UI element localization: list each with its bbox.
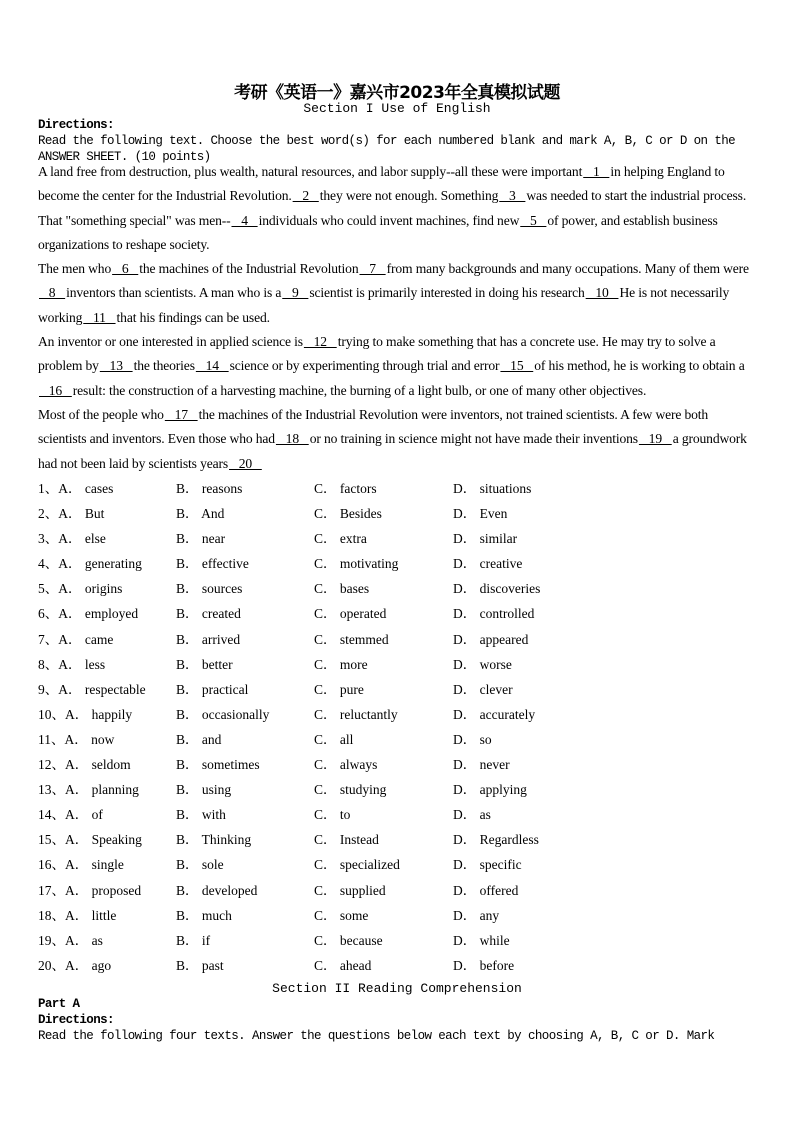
option-d: D． Even: [453, 506, 508, 522]
numbered-blank: 18: [275, 431, 309, 447]
option-b: B． practical: [176, 681, 249, 697]
option-b: B． sole: [176, 857, 224, 873]
numbered-blank: 14: [195, 358, 229, 374]
option-a: 17、A． proposed: [38, 882, 142, 898]
directions-text-line-2: ANSWER SHEET. (10 points): [38, 150, 211, 164]
option-d: D． offered: [453, 882, 519, 898]
passage-text: was needed to start the industrial process. That "something special" was men--: [38, 188, 747, 228]
numbered-blank: 17: [164, 406, 198, 422]
question-row: [38, 929, 758, 954]
numbered-blank: 2: [292, 188, 319, 204]
question-row: [38, 954, 758, 979]
numbered-blank: 10: [585, 285, 619, 301]
passage-paragraph: [38, 160, 758, 257]
question-row: [38, 828, 758, 853]
option-c: C． always: [314, 757, 378, 773]
directions-label-2: Directions:: [38, 1013, 114, 1027]
passage-text: He is not necessarily working: [38, 285, 730, 325]
option-d: D． discoveries: [453, 581, 541, 597]
option-b: B． near: [176, 531, 226, 547]
numbered-blank: 4: [231, 212, 258, 228]
option-d: D． while: [453, 932, 510, 948]
option-a: 4、A． generating: [38, 556, 142, 572]
option-a: 18、A． little: [38, 907, 117, 923]
question-row: [38, 778, 758, 803]
section-1-heading: Section I Use of English: [303, 101, 491, 116]
passage-text: they were not enough. Something: [319, 188, 499, 204]
question-row: [38, 703, 758, 728]
option-c: C． to: [314, 807, 351, 823]
passage-text: trying to make something that has a concrete use. He may try to solve a problem by: [38, 334, 716, 374]
passage-paragraphs: [38, 160, 758, 476]
option-a: 5、A． origins: [38, 581, 123, 597]
option-b: B． sources: [176, 581, 243, 597]
passage-text: the theories: [133, 358, 195, 374]
option-d: D． creative: [453, 556, 523, 572]
question-row: [38, 477, 758, 502]
option-b: B． and: [176, 731, 222, 747]
option-c: C． bases: [314, 581, 370, 597]
option-a: 9、A． respectable: [38, 681, 146, 697]
numbered-blank: 20: [229, 455, 262, 471]
question-row: [38, 904, 758, 929]
page-title: 考研《英语一》嘉兴市2023年全真模拟试题: [234, 83, 560, 103]
option-b: B． occasionally: [176, 706, 270, 722]
question-row: [38, 853, 758, 878]
passage-text: result: the construction of a harvesting machine, the burning of a light bulb, or one of many other objectives.: [72, 382, 647, 398]
directions-label: Directions:: [38, 118, 114, 132]
numbered-blank: 12: [303, 334, 337, 350]
question-row: [38, 653, 758, 678]
option-d: D． Regardless: [453, 832, 539, 848]
option-c: C． more: [314, 656, 368, 672]
cloze-passage: [38, 160, 758, 476]
option-a: 6、A． employed: [38, 606, 139, 622]
passage-text: of power, and establish business organizations to reshape society.: [38, 212, 718, 252]
option-b: B． Thinking: [176, 832, 252, 848]
numbered-blank: 1: [583, 164, 610, 179]
option-a: 19、A． as: [38, 932, 103, 948]
section-2-heading: Section II Reading Comprehension: [272, 981, 522, 996]
passage-text: the machines of the Industrial Revolution: [139, 261, 359, 277]
option-c: C． all: [314, 731, 354, 747]
option-d: D． similar: [453, 531, 518, 547]
option-d: D． never: [453, 757, 510, 773]
passage-text: the machines of the Industrial Revolution were inventors, not trained scientists. A few were both scientists and inventors. Even those who had: [38, 406, 709, 447]
passage-paragraph: [38, 257, 758, 330]
directions-text-2: Read the following four texts. Answer the questions below each text by choosing A, B, C or D. Mark: [38, 1029, 715, 1043]
option-a: 8、A． less: [38, 656, 106, 672]
option-c: C． factors: [314, 481, 377, 496]
numbered-blank: 5: [520, 212, 547, 228]
numbered-blank: 3: [499, 188, 526, 204]
option-b: B． using: [176, 782, 232, 798]
option-c: C． specialized: [314, 857, 400, 873]
option-c: C． pure: [314, 681, 364, 697]
option-a: 15、A． Speaking: [38, 832, 142, 848]
option-d: D． controlled: [453, 606, 535, 622]
passage-paragraph: [38, 330, 758, 403]
option-c: C． Besides: [314, 506, 382, 522]
option-d: D． specific: [453, 857, 522, 873]
option-c: C． some: [314, 907, 369, 923]
option-a: 14、A． of: [38, 807, 103, 823]
numbered-blank: 19: [638, 431, 672, 447]
numbered-blank: 7: [359, 261, 386, 277]
question-row: [38, 753, 758, 778]
passage-text: science or by experimenting through trial and error: [229, 358, 500, 374]
passage-text: An inventor or one interested in applied science is: [38, 334, 303, 350]
passage-text: scientist is primarily interested in doing his research: [309, 285, 585, 301]
option-d: D． situations: [453, 481, 532, 496]
option-a: 2、A． But: [38, 506, 105, 522]
numbered-blank: 11: [83, 309, 116, 325]
question-row: [38, 803, 758, 828]
option-b: B． created: [176, 606, 241, 622]
option-a: 7、A． came: [38, 631, 114, 647]
numbered-blank: 15: [500, 358, 534, 374]
option-b: B． And: [176, 506, 225, 522]
options-list: [38, 477, 758, 979]
option-a: 10、A． happily: [38, 706, 133, 722]
directions-text-line-1: Read the following text. Choose the best word(s) for each numbered blank and mark A, B, C or D on the: [38, 134, 736, 148]
option-b: B． much: [176, 907, 232, 923]
numbered-blank: 8: [39, 285, 66, 301]
option-a: 3、A． else: [38, 531, 106, 547]
option-d: D． appeared: [453, 631, 529, 647]
option-d: D． any: [453, 907, 500, 923]
question-row: [38, 879, 758, 904]
option-c: C． because: [314, 932, 383, 948]
question-row: [38, 628, 758, 653]
option-c: C． studying: [314, 782, 387, 798]
passage-text: a groundwork had not been laid by scientists years: [38, 431, 747, 471]
option-d: D． accurately: [453, 706, 536, 722]
question-row: [38, 527, 758, 552]
option-c: C． supplied: [314, 882, 386, 898]
numbered-blank: 13: [99, 358, 133, 374]
question-row: [38, 602, 758, 627]
option-b: B． past: [176, 957, 224, 973]
passage-text: from many backgrounds and many occupations. Many of them were: [386, 261, 749, 277]
option-b: B． arrived: [176, 631, 241, 647]
question-row: [38, 502, 758, 527]
question-row: [38, 728, 758, 753]
passage-text: that his findings can be used.: [116, 309, 270, 325]
option-d: D． clever: [453, 681, 513, 697]
option-a: 11、A． now: [38, 731, 115, 747]
option-d: D． so: [453, 731, 492, 747]
option-a: 12、A． seldom: [38, 757, 131, 773]
option-d: D． before: [453, 957, 515, 973]
option-a: 1、A． cases: [38, 481, 114, 496]
option-b: B． developed: [176, 882, 258, 898]
passage-text: in helping England to become the center for the Industrial Revolution.: [38, 164, 725, 204]
question-row: [38, 678, 758, 703]
option-c: C． motivating: [314, 556, 399, 572]
option-a: 13、A． planning: [38, 782, 139, 798]
numbered-blank: 16: [39, 382, 72, 398]
passage-text: individuals who could invent machines, find new: [258, 212, 520, 228]
option-b: B． if: [176, 932, 211, 948]
option-c: C． stemmed: [314, 631, 389, 647]
option-a: 16、A． single: [38, 857, 124, 873]
option-b: B． sometimes: [176, 757, 260, 773]
option-b: B． better: [176, 656, 233, 672]
option-c: C． ahead: [314, 957, 372, 973]
passage-paragraph: [38, 403, 758, 476]
option-c: C． operated: [314, 606, 387, 622]
part-a-label: Part A: [38, 997, 80, 1011]
passage-text: Most of the people who: [38, 406, 164, 422]
question-row: [38, 552, 758, 577]
option-c: C． extra: [314, 531, 367, 547]
option-d: D． worse: [453, 656, 512, 672]
option-b: B． reasons: [176, 481, 243, 496]
passage-text: of his method, he is working to obtain a: [534, 358, 745, 374]
option-c: C． Instead: [314, 832, 379, 848]
passage-text: A land free from destruction, plus wealth, natural resources, and labor supply--all these were important: [38, 164, 583, 179]
question-row: [38, 577, 758, 602]
option-c: C． reluctantly: [314, 706, 398, 722]
option-d: D． applying: [453, 782, 527, 798]
passage-text: inventors than scientists. A man who is a: [66, 285, 282, 301]
option-b: B． effective: [176, 556, 249, 572]
numbered-blank: 9: [282, 285, 309, 301]
option-b: B． with: [176, 807, 226, 823]
option-a: 20、A． ago: [38, 957, 112, 973]
passage-text: or no training in science might not have made their inventions: [309, 431, 638, 447]
passage-text: The men who: [38, 261, 112, 277]
numbered-blank: 6: [112, 261, 139, 277]
option-d: D． as: [453, 807, 491, 823]
